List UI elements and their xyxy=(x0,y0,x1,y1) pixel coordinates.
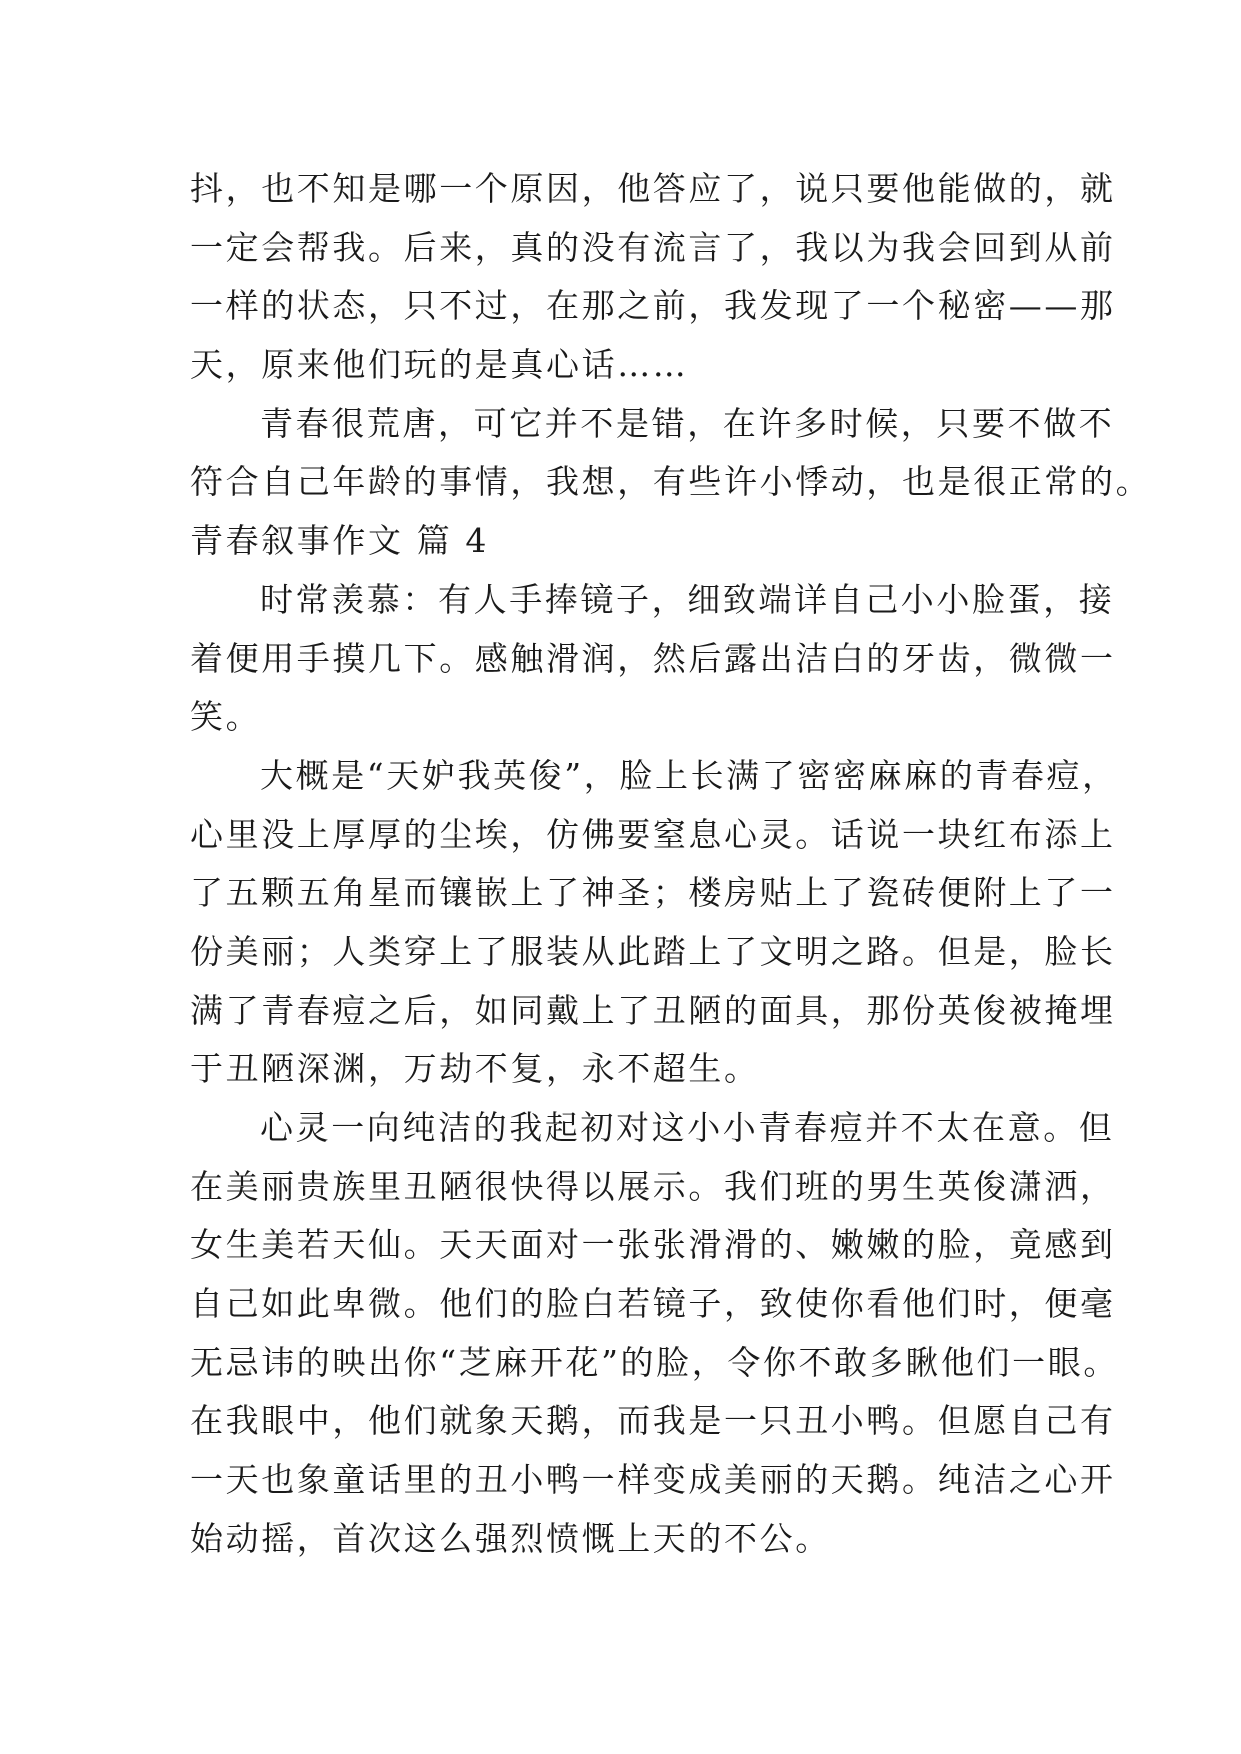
text-line: 笑。 xyxy=(190,697,262,737)
paragraph-start-line: 大概是“天妒我英俊”，脸上长满了密密麻麻的青春痘， xyxy=(260,755,1118,795)
text-line: 女生美若天仙。天天面对一张张滑滑的、嫩嫩的脸，竟感到 xyxy=(190,1225,1116,1265)
essay-text xyxy=(190,160,1152,1569)
text-line: 始动摇，首次这么强烈愤慨上天的不公。 xyxy=(190,1518,831,1558)
text-line: 在美丽贵族里丑陋很快得以展示。我们班的男生英俊潇洒， xyxy=(190,1166,1116,1206)
text-line: 天，原来他们玩的是真心话…… xyxy=(190,345,689,385)
text-line: 于丑陋深渊，万劫不复，永不超生。 xyxy=(190,1049,760,1089)
text-line: 在我眼中，他们就象天鹅，而我是一只丑小鸭。但愿自己有 xyxy=(190,1401,1116,1441)
text-line: 无忌讳的映出你“芝麻开花”的脸，令你不敢多瞅他们一眼。 xyxy=(190,1342,1119,1382)
text-line: 一样的状态，只不过，在那之前，我发现了一个秘密——那 xyxy=(190,286,1116,326)
text-line: 心里没上厚厚的尘埃，仿佛要窒息心灵。话说一块红布添上 xyxy=(190,814,1116,854)
paragraph-start-line: 青春很荒唐，可它并不是错，在许多时候，只要不做不 xyxy=(260,403,1115,443)
text-line: 着便用手摸几下。感触滑润，然后露出洁白的牙齿，微微一 xyxy=(190,638,1116,678)
paragraph-start-line: 时常羡慕：有人手捧镜子，细致端详自己小小脸蛋，接 xyxy=(260,579,1115,619)
paragraph-start-line: 心灵一向纯洁的我起初对这小小青春痘并不太在意。但 xyxy=(260,1108,1115,1147)
text-line: 份美丽；人类穿上了服装从此踏上了文明之路。但是，脸长 xyxy=(190,931,1116,971)
text-line: 一定会帮我。后来，真的没有流言了，我以为我会回到从前 xyxy=(190,227,1116,267)
text-line: 一天也象童话里的丑小鸭一样变成美丽的天鹅。纯洁之心开 xyxy=(190,1460,1116,1500)
section-heading: 青春叙事作文 篇 4 xyxy=(190,521,489,561)
text-line: 了五颗五角星而镶嵌上了神圣；楼房贴上了瓷砖便附上了一 xyxy=(190,873,1116,913)
text-line: 满了青春痘之后，如同戴上了丑陋的面具，那份英俊被掩埋 xyxy=(190,990,1116,1030)
text-line: 符合自己年龄的事情，我想，有些许小悸动，也是很正常的。 xyxy=(190,462,1152,502)
text-line: 自己如此卑微。他们的脸白若镜子，致使你看他们时，便毫 xyxy=(190,1284,1116,1324)
text-line: 抖，也不知是哪一个原因，他答应了，说只要他能做的，就 xyxy=(190,169,1116,208)
